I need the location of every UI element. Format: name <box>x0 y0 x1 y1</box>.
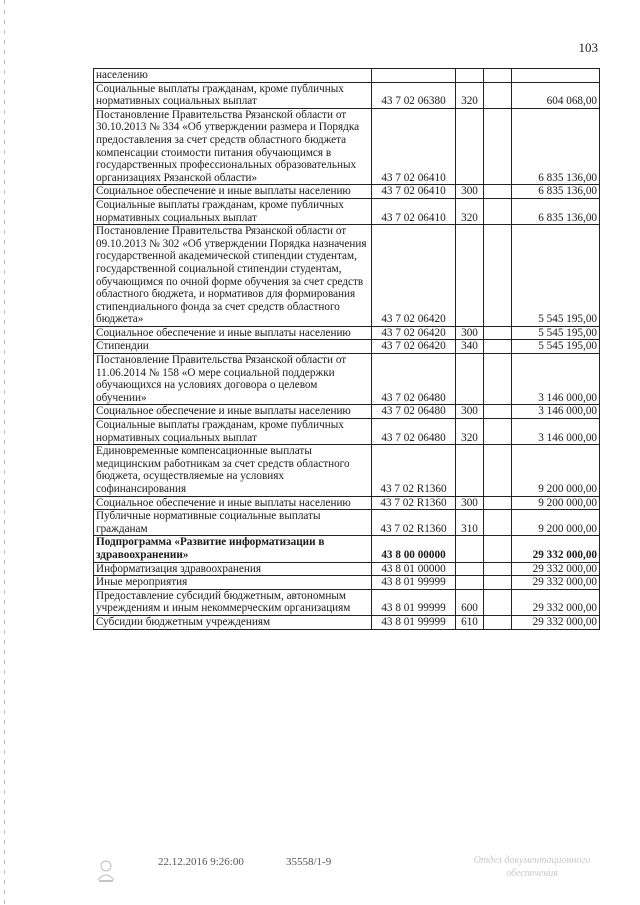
row-name-cell: Публичные нормативные социальные выплаты гражданам <box>94 510 372 536</box>
row-code-cell: 43 8 01 99999 <box>372 615 456 629</box>
row-name-cell: Социальные выплаты гражданам, кроме публичных нормативных социальных выплат <box>94 82 372 108</box>
row-sum-cell: 29 332 000,00 <box>512 615 600 629</box>
table-row <box>94 496 600 510</box>
row-empty-cell <box>484 225 512 327</box>
row-code-cell: 43 7 02 06420 <box>372 326 456 340</box>
row-empty-cell <box>484 536 512 562</box>
row-sum-cell <box>512 69 600 83</box>
table-row <box>94 185 600 199</box>
row-empty-cell <box>484 69 512 83</box>
row-empty-cell <box>484 405 512 419</box>
row-sum-cell: 6 835 136,00 <box>512 185 600 199</box>
row-sum-cell: 5 545 195,00 <box>512 326 600 340</box>
row-expense-type-cell: 340 <box>456 340 484 354</box>
table-row <box>94 589 600 615</box>
table-row <box>94 576 600 590</box>
row-sum-cell: 3 146 000,00 <box>512 354 600 405</box>
row-code-cell: 43 8 01 99999 <box>372 576 456 590</box>
table-row <box>94 445 600 496</box>
row-empty-cell <box>484 108 512 185</box>
row-expense-type-cell <box>456 536 484 562</box>
row-code-cell: 43 7 02 R1360 <box>372 445 456 496</box>
row-empty-cell <box>484 326 512 340</box>
row-name-cell: Единовременные компенсационные выплаты медицинским работникам за счет средств областного бюджета, осуществляемые на условиях софинансирования <box>94 445 372 496</box>
row-sum-cell: 5 545 195,00 <box>512 225 600 327</box>
footer-stamp: Отдел документационного обеспечения <box>473 855 591 879</box>
row-code-cell: 43 7 02 06480 <box>372 419 456 445</box>
table-row <box>94 198 600 224</box>
row-expense-type-cell <box>456 445 484 496</box>
footer-document-ref: 35558/1-9 <box>286 856 332 868</box>
row-expense-type-cell: 320 <box>456 419 484 445</box>
row-code-cell: 43 7 02 06480 <box>372 354 456 405</box>
table-row <box>94 562 600 576</box>
table-row <box>94 419 600 445</box>
row-expense-type-cell: 300 <box>456 326 484 340</box>
row-code-cell: 43 7 02 06410 <box>372 108 456 185</box>
row-empty-cell <box>484 496 512 510</box>
row-name-cell: Социальное обеспечение и иные выплаты населению <box>94 185 372 199</box>
row-name-cell: Подпрограмма «Развитие информатизации в здравоохранении» <box>94 536 372 562</box>
row-empty-cell <box>484 445 512 496</box>
row-code-cell: 43 7 02 06380 <box>372 82 456 108</box>
row-empty-cell <box>484 419 512 445</box>
table-row <box>94 536 600 562</box>
row-code-cell: 43 8 01 00000 <box>372 562 456 576</box>
table-row <box>94 326 600 340</box>
row-sum-cell: 6 835 136,00 <box>512 108 600 185</box>
row-empty-cell <box>484 82 512 108</box>
row-sum-cell: 9 200 000,00 <box>512 496 600 510</box>
row-code-cell: 43 7 02 06410 <box>372 185 456 199</box>
row-sum-cell: 29 332 000,00 <box>512 536 600 562</box>
table-row <box>94 82 600 108</box>
budget-table-body <box>94 69 600 630</box>
row-name-cell: Социальные выплаты гражданам, кроме публичных нормативных социальных выплат <box>94 198 372 224</box>
row-name-cell: Социальное обеспечение и иные выплаты населению <box>94 326 372 340</box>
row-name-cell: Информатизация здравоохранения <box>94 562 372 576</box>
row-name-cell: Иные мероприятия <box>94 576 372 590</box>
table-row <box>94 340 600 354</box>
row-sum-cell: 3 146 000,00 <box>512 405 600 419</box>
row-empty-cell <box>484 589 512 615</box>
scan-edge-marks <box>4 0 5 905</box>
row-expense-type-cell: 300 <box>456 185 484 199</box>
table-row <box>94 615 600 629</box>
table-row <box>94 108 600 185</box>
budget-table <box>93 68 600 630</box>
row-name-cell: Постановление Правительства Рязанской области от 30.10.2013 № 334 «Об утверждении размера и Порядка предоставления за счет средств областного бюджета компенсации стоимости питания обучающимся в государственных профессиональных образовательных организациях Рязанской области» <box>94 108 372 185</box>
row-empty-cell <box>484 562 512 576</box>
row-code-cell: 43 7 02 06420 <box>372 225 456 327</box>
row-empty-cell <box>484 615 512 629</box>
row-sum-cell: 29 332 000,00 <box>512 576 600 590</box>
row-expense-type-cell <box>456 354 484 405</box>
org-logo-icon <box>94 858 118 884</box>
row-name-cell: Социальное обеспечение и иные выплаты населению <box>94 405 372 419</box>
row-expense-type-cell <box>456 225 484 327</box>
row-name-cell: Постановление Правительства Рязанской области от 09.10.2013 № 302 «Об утверждении Порядка назначения государственной академической стипендии студентам, государственной социальной стипендии студентам, обучающимся по очной форме обучения за счет средств областного бюджета, и нормативов для формирования стипендиального фонда за счет средств областного бюджета» <box>94 225 372 327</box>
footer-date: 22.12.2016 9:26:00 <box>158 856 244 868</box>
row-expense-type-cell <box>456 69 484 83</box>
table-row <box>94 510 600 536</box>
row-empty-cell <box>484 185 512 199</box>
row-empty-cell <box>484 510 512 536</box>
row-expense-type-cell: 300 <box>456 405 484 419</box>
row-expense-type-cell: 610 <box>456 615 484 629</box>
row-code-cell: 43 7 02 06410 <box>372 198 456 224</box>
row-empty-cell <box>484 576 512 590</box>
row-name-cell: Стипендии <box>94 340 372 354</box>
row-sum-cell: 9 200 000,00 <box>512 510 600 536</box>
row-sum-cell: 604 068,00 <box>512 82 600 108</box>
row-expense-type-cell: 320 <box>456 198 484 224</box>
row-code-cell: 43 7 02 06480 <box>372 405 456 419</box>
row-code-cell: 43 7 02 R1360 <box>372 510 456 536</box>
row-name-cell: Субсидии бюджетным учреждениям <box>94 615 372 629</box>
row-code-cell: 43 8 00 00000 <box>372 536 456 562</box>
row-expense-type-cell: 310 <box>456 510 484 536</box>
table-row <box>94 225 600 327</box>
table-row <box>94 405 600 419</box>
row-name-cell: Постановление Правительства Рязанской области от 11.06.2014 № 158 «О мере социальной поддержки обучающихся на условиях договора о целевом обучении» <box>94 354 372 405</box>
row-name-cell: Социальное обеспечение и иные выплаты населению <box>94 496 372 510</box>
table-row <box>94 354 600 405</box>
row-empty-cell <box>484 340 512 354</box>
row-name-cell: Социальные выплаты гражданам, кроме публичных нормативных социальных выплат <box>94 419 372 445</box>
row-name-cell: Предоставление субсидий бюджетным, автономным учреждениям и иным некоммерческим организациям <box>94 589 372 615</box>
row-empty-cell <box>484 354 512 405</box>
page-number: 103 <box>578 40 598 55</box>
row-code-cell <box>372 69 456 83</box>
row-code-cell: 43 8 01 99999 <box>372 589 456 615</box>
row-sum-cell: 5 545 195,00 <box>512 340 600 354</box>
row-empty-cell <box>484 198 512 224</box>
row-sum-cell: 29 332 000,00 <box>512 562 600 576</box>
row-expense-type-cell: 300 <box>456 496 484 510</box>
row-expense-type-cell: 600 <box>456 589 484 615</box>
row-sum-cell: 3 146 000,00 <box>512 419 600 445</box>
row-sum-cell: 6 835 136,00 <box>512 198 600 224</box>
row-sum-cell: 29 332 000,00 <box>512 589 600 615</box>
row-expense-type-cell <box>456 576 484 590</box>
row-sum-cell: 9 200 000,00 <box>512 445 600 496</box>
row-expense-type-cell <box>456 562 484 576</box>
row-code-cell: 43 7 02 06420 <box>372 340 456 354</box>
row-code-cell: 43 7 02 R1360 <box>372 496 456 510</box>
row-expense-type-cell: 320 <box>456 82 484 108</box>
table-row <box>94 69 600 83</box>
page-footer <box>0 852 640 892</box>
row-name-cell: населению <box>94 69 372 83</box>
row-expense-type-cell <box>456 108 484 185</box>
